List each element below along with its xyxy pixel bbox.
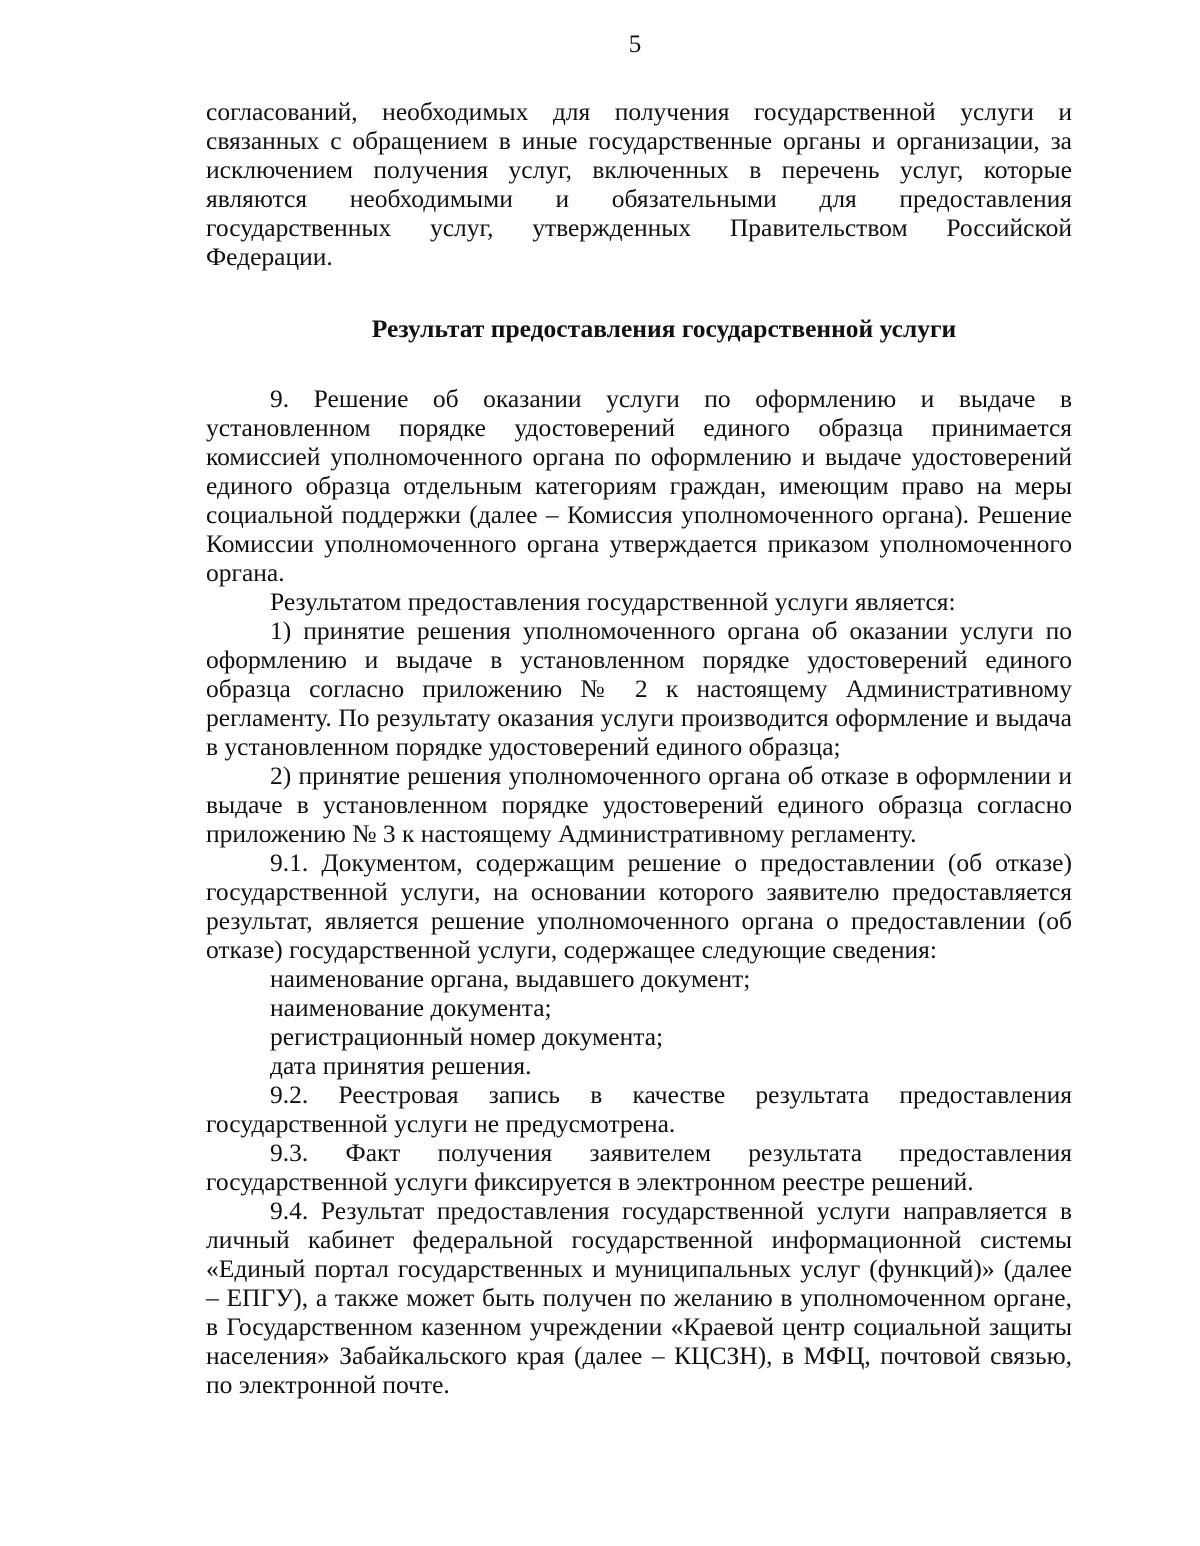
- list-item: наименование органа, выдавшего документ;: [270, 964, 751, 993]
- list-item: наименование документа;: [270, 993, 552, 1022]
- paragraph-result-item-2: 2) принятие решения уполномоченного органа об отказе в оформлении и выдаче в установленном порядке удостоверений единого образца согласно приложению № 3 к настоящему Административному регламенту.: [206, 761, 1072, 848]
- paragraph-result-intro: Результатом предоставления государственной услуги является:: [270, 587, 956, 616]
- section-heading: Результат предоставления государственной услуги: [371, 314, 957, 343]
- document-body: [206, 97, 1072, 1399]
- list-item: дата принятия решения.: [270, 1051, 532, 1080]
- list-item: регистрационный номер документа;: [270, 1022, 664, 1051]
- paragraph-9-1: 9.1. Документом, содержащим решение о предоставлении (об отказе) государственной услуги, на основании которого заявителю предоставляется результат, является решение уполномоченного органа о предоставлении (об отказе) государственной услуги, содержащее следующие сведения:: [206, 848, 1072, 964]
- paragraph-9-3: 9.3. Факт получения заявителем результата предоставления государственной услуги фиксируется в электронном реестре решений.: [206, 1138, 1072, 1196]
- intro-paragraph: согласований, необходимых для получения государственной услуги и связанных с обращением в иные государственные органы и организации, за исключением получения услуг, включенных в перечень услуг, которые являются необходимыми и обязательными для предоставления государственных услуг, утвержденных Правительством Российской Федерации.: [206, 97, 1072, 271]
- paragraph-9: 9. Решение об оказании услуги по оформлению и выдаче в установленном порядке удостоверений единого образца принимается комиссией уполномоченного органа по оформлению и выдаче удостоверений единого образца отдельным категориям граждан, имеющим право на меры социальной поддержки (далее – Комиссия уполномоченного органа). Решение Комиссии уполномоченного органа утверждается приказом уполномоченного органа.: [206, 384, 1072, 587]
- paragraph-result-item-1: 1) принятие решения уполномоченного органа об оказании услуги по оформлению и выдаче в установленном порядке удостоверений единого образца согласно приложению № 2 к настоящему Административному регламенту. По результату оказания услуги производится оформление и выдача в установленном порядке удостоверений единого образца;: [206, 616, 1072, 761]
- paragraph-9-2: 9.2. Реестровая запись в качестве результата предоставления государственной услуги не предусмотрена.: [206, 1080, 1072, 1138]
- page-number: 5: [628, 31, 642, 58]
- paragraph-9-4: 9.4. Результат предоставления государственной услуги направляется в личный кабинет федеральной государственной информационной системы «Единый портал государственных и муниципальных услуг (функций)» (далее – ЕПГУ), а также может быть получен по желанию в уполномоченном органе, в Государственном казенном учреждении «Краевой центр социальной защиты населения» Забайкальского края (далее – КЦСЗН), в МФЦ, почтовой связью, по электронной почте.: [206, 1196, 1072, 1399]
